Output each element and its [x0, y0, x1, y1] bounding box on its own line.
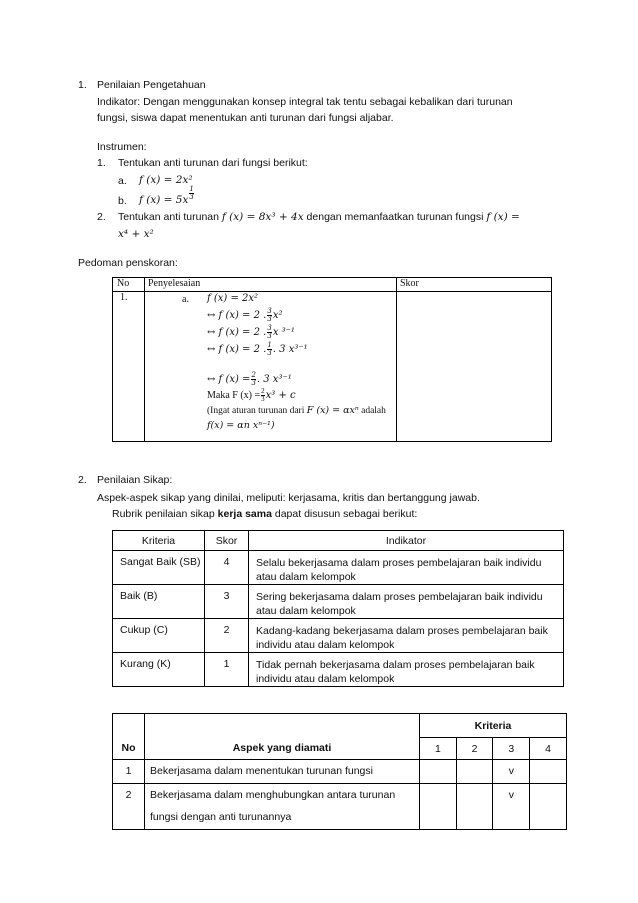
fraction: $\frac{3}{3}$ [267, 307, 272, 323]
indicator-cell: Tidak pernah bekerjasama dalam proses pembelajaran baik individu atau dalam kelompok [249, 653, 564, 687]
header-no: No [113, 714, 145, 760]
row-no: 2 [113, 784, 145, 830]
fraction: $\frac{3}{3}$ [267, 324, 272, 340]
criteria-cell: Baik (B) [113, 585, 205, 619]
question-text: Tentukan anti turunan f (x) = 8x³ + 4x dengan memanfaatkan turunan fungsi f (x) = [118, 211, 520, 223]
table-row [113, 551, 564, 585]
header-aspect: Aspek yang diamati [145, 714, 420, 760]
math-expression [139, 185, 195, 206]
fraction: $\frac{1}{3}$ [267, 341, 272, 357]
header-criteria: Kriteria [113, 531, 205, 551]
criteria-mark [420, 760, 457, 784]
math-expression: f (x) = 8x³ + 4x [221, 211, 304, 223]
table-row [113, 292, 552, 442]
criteria-mark [530, 784, 567, 830]
header-criteria: Kriteria [420, 714, 567, 738]
math-expression: f (x) = [486, 211, 520, 223]
math-expression: x⁴ + x² [118, 228, 154, 240]
table-header-row [113, 531, 564, 551]
criteria-cell: Kurang (K) [113, 653, 205, 687]
rubric-text: Rubrik penilaian sikap kerja sama dapat disusun sebagai berikut: [112, 508, 418, 520]
criteria-mark [456, 760, 493, 784]
aspect-cell: Bekerjasama dalam menentukan turunan fungsi [145, 760, 420, 784]
item-label: a. [118, 175, 127, 187]
criteria-mark: v [493, 760, 530, 784]
solution-line: ↔ f (x) = 2 . $\frac{3}{3}$ x² [207, 307, 283, 323]
row-no: 1 [113, 760, 145, 784]
header-solution: Penyelesaian [145, 278, 397, 292]
note-line: f(x) = αn xⁿ⁻¹) [207, 420, 275, 431]
indicator-cell: Selalu bekerjasama dalam proses pembelajaran baik individu atau dalam kelompok [249, 551, 564, 585]
criteria-mark [456, 784, 493, 830]
table-header-row [113, 278, 552, 292]
scoring-guide-table [112, 277, 552, 442]
indicator-cell: Kadang-kadang bekerjasama dalam proses pembelajaran baik individu atau dalam kelompok [249, 619, 564, 653]
section-number: 1. [78, 79, 87, 91]
solution-line: ↔ f (x) = 2 . $\frac{3}{3}$ x ³⁻¹ [207, 324, 295, 340]
criteria-mark [530, 760, 567, 784]
solution-line: Maka F (x) = $\frac{2}{3}$ x³ + c [207, 387, 296, 403]
criteria-cell: Sangat Baik (SB) [113, 551, 205, 585]
table-row [113, 619, 564, 653]
solution-line: f (x) = 2x² [207, 293, 259, 304]
score-cell [397, 292, 552, 442]
indicator-text: Indikator: Dengan menggunakan konsep integral tak tentu sebagai kebalikan dari turunan [97, 96, 513, 108]
solution-line: ↔ f (x) = 2 . $\frac{1}{3}$ . 3 x³⁻¹ [207, 341, 308, 357]
solution-cell [145, 292, 397, 442]
question-number: 2. [97, 211, 106, 223]
table-row [113, 653, 564, 687]
exponent-fraction: $\frac{1}{3}$ [189, 185, 194, 201]
question-number: 1. [97, 157, 106, 169]
table-row [113, 585, 564, 619]
item-label: b. [118, 195, 127, 207]
score-cell: 1 [205, 653, 249, 687]
criteria-mark: v [493, 784, 530, 830]
instrument-label: Instrumen: [97, 141, 147, 153]
fraction: $\frac{2}{3}$ [251, 371, 256, 387]
rubric-table [112, 530, 564, 687]
guide-label: Pedoman penskoran: [78, 257, 178, 269]
question-text: Tentukan anti turunan dari fungsi berikut: [118, 157, 308, 169]
section-title: Penilaian Sikap: [97, 474, 173, 486]
section-number: 2. [78, 474, 87, 486]
header-criteria-2: 2 [456, 738, 493, 760]
observation-table [112, 713, 567, 830]
indicator-text-cont: fungsi, siswa dapat menentukan anti turunan dari fungsi aljabar. [97, 112, 394, 124]
aspects-text: Aspek-aspek sikap yang dinilai, meliputi: kerjasama, kritis dan bertanggung jawab. [97, 492, 480, 504]
math-base: f (x) = 5x [139, 194, 189, 206]
header-no: No [113, 278, 145, 292]
table-row [113, 760, 567, 784]
table-header-row [113, 714, 567, 738]
note-line: (Ingat aturan turunan dari F (x) = αxⁿ adalah [207, 405, 386, 416]
sub-label: a. [182, 294, 189, 305]
score-cell: 3 [205, 585, 249, 619]
fraction: $\frac{2}{3}$ [261, 387, 265, 403]
criteria-mark [420, 784, 457, 830]
header-criteria-3: 3 [493, 738, 530, 760]
header-score: Skor [205, 531, 249, 551]
aspect-cell: Bekerjasama dalam menghubungkan antara turunan fungsi dengan anti turunannya [145, 784, 420, 830]
header-score: Skor [397, 278, 552, 292]
header-criteria-1: 1 [420, 738, 457, 760]
header-criteria-4: 4 [530, 738, 567, 760]
math-expression: f (x) = 2x² [139, 174, 193, 186]
row-no: 1. [113, 292, 145, 442]
indicator-cell: Sering bekerjasama dalam proses pembelajaran baik individu atau dalam kelompok [249, 585, 564, 619]
header-indicator: Indikator [249, 531, 564, 551]
score-cell: 2 [205, 619, 249, 653]
solution-line: ↔ f (x) = $\frac{2}{3}$ . 3 x³⁻¹ [207, 371, 292, 387]
table-row [113, 784, 567, 830]
criteria-cell: Cukup (C) [113, 619, 205, 653]
score-cell: 4 [205, 551, 249, 585]
section-title: Penilaian Pengetahuan [97, 79, 206, 91]
